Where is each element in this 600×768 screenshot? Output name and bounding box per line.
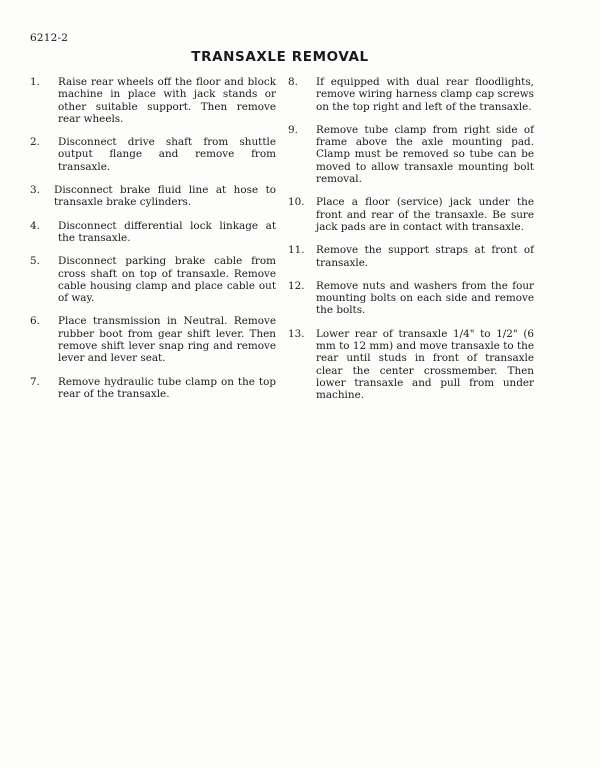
step-3 <box>30 184 276 209</box>
step-text: Place transmission in Neutral. Remove rubber boot from gear shift lever. Then remove shift lever snap ring and remove lever and lever seat. <box>58 315 276 365</box>
step-number: 1. <box>30 76 40 88</box>
step-text: Remove tube clamp from right side of frame above the axle mounting pad. Clamp must be removed so tube can be moved to allow transaxle mounting bolt removal. <box>316 123 534 186</box>
step-1 <box>30 76 276 125</box>
step-number: 11. <box>288 244 305 257</box>
step-13 <box>288 328 534 402</box>
step-text: Remove hydraulic tube clamp on the top rear of the transaxle. <box>58 375 276 400</box>
step-2 <box>30 136 276 173</box>
step-text: Place a floor (service) jack under the front and rear of the transaxle. Be sure jack pads are in contact with transaxle. <box>316 196 534 233</box>
step-number: 3. <box>30 184 40 197</box>
step-5 <box>30 255 276 304</box>
page-number: 6212-2 <box>30 32 69 44</box>
step-number: 6. <box>30 315 40 328</box>
step-text: Disconnect drive shaft from shuttle output flange and remove from transaxle. <box>58 136 276 173</box>
step-text: Remove the support straps at front of transaxle. <box>316 244 534 269</box>
step-number: 13. <box>288 327 305 340</box>
right-column <box>288 76 534 402</box>
step-number: 7. <box>30 375 40 388</box>
step-text: Remove nuts and washers from the four mounting bolts on each side and remove the bolts. <box>316 279 534 317</box>
step-4 <box>30 220 276 245</box>
step-text: Disconnect differential lock linkage at the transaxle. <box>58 219 276 244</box>
step-text: Lower rear of transaxle 1/4" to 1/2" (6 mm to 12 mm) and move transaxle to the rear until studs in front of transaxle clear the center crossmember. Then lower transaxle and pull from under machine. <box>316 327 534 402</box>
step-number: 4. <box>30 219 40 232</box>
step-text: Raise rear wheels off the floor and block machine in place with jack stands or other suitable support. Then remove rear wheels. <box>58 76 276 125</box>
step-number: 2. <box>30 136 40 149</box>
step-text: Disconnect parking brake cable from cross shaft on top of transaxle. Remove cable housing clamp and place cable out of way. <box>58 255 276 305</box>
step-text: Disconnect brake fluid line at hose to transaxle brake cylinders. <box>54 184 276 209</box>
step-text: If equipped with dual rear floodlights, remove wiring harness clamp cap screws on the top right and left of the transaxle. <box>316 76 534 113</box>
step-number: 9. <box>288 123 298 136</box>
step-10 <box>288 196 534 233</box>
page-title: TRANSAXLE REMOVAL <box>191 49 369 65</box>
left-column <box>30 76 276 400</box>
step-number: 8. <box>288 76 298 88</box>
step-11 <box>288 244 534 269</box>
step-12 <box>288 280 534 317</box>
step-9 <box>288 124 534 185</box>
step-6 <box>30 315 276 364</box>
step-8 <box>288 76 534 113</box>
step-number: 5. <box>30 255 40 268</box>
step-number: 12. <box>288 279 305 292</box>
step-number: 10. <box>288 196 305 209</box>
step-7 <box>30 376 276 401</box>
